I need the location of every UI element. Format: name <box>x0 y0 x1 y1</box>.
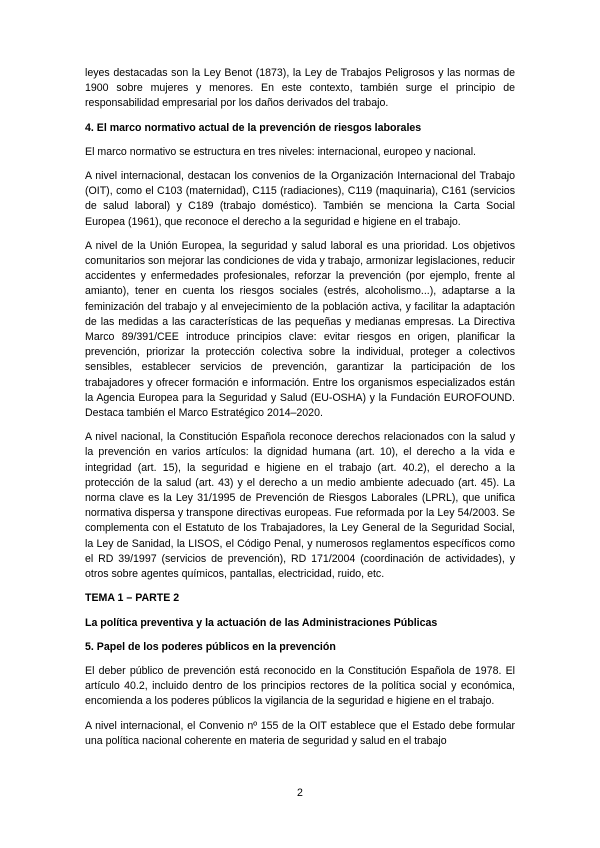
politica-heading: La política preventiva y la actuación de las Administraciones Públicas <box>85 616 438 629</box>
paragraph-oit: A nivel internacional, el Convenio nº 155 de la OIT establece que el Estado debe formular una política nacional coherente en materia de seguridad y salud en el trabajo <box>85 719 515 747</box>
paragraph-eu: A nivel de la Unión Europea, la seguridad y salud laboral es una prioridad. Los objetivos comunitarios son mejorar las condiciones de vida y trabajo, armonizar legislaciones, reducir accidentes y enfermedades profesionales, reforzar la prevención (por ejemplo, frente al amianto), tener en cuenta los riesgos sociales (estrés, alcoholismo...), adaptarse a la feminización del trabajo y al envejecimiento de la población activa, y facilitar la adaptación de las medidas a las características de las pequeñas y medianas empresas. La Directiva Marco 89/391/CEE introduce principios clave: evitar riesgos en origen, planificar la prevención, priorizar la protección colectiva sobre la individual, proteger a colectivos sensibles, establecer servicios de prevención, garantizar la participación de los trabajadores y ofrecer formación e información. Entre los organismos especializados están la Agencia Europea para la Seguridad y Salud (EU-OSHA) y la Fundación EUROFOUND. Destaca también el Marco Estratégico 2014–2020. <box>85 239 515 420</box>
section-4-heading: 4. El marco normativo actual de la prevención de riesgos laborales <box>85 121 422 134</box>
tema-heading: TEMA 1 – PARTE 2 <box>85 592 180 605</box>
document-body <box>85 66 515 758</box>
paragraph-intro: leyes destacadas son la Ley Benot (1873), la Ley de Trabajos Peligrosos y las normas de 1900 sobre mujeres y menores. En este contexto, también surge el principio de responsabilidad empresarial por los daños derivados del trabajo. <box>85 67 515 110</box>
paragraph-levels: El marco normativo se estructura en tres niveles: internacional, europeo y nacional. <box>85 145 476 158</box>
section-5-heading: 5. Papel de los poderes públicos en la prevención <box>85 640 336 653</box>
paragraph-national: A nivel nacional, la Constitución Española reconoce derechos relacionados con la salud y la prevención en varios artículos: la dignidad humana (art. 10), el derecho a la vida e integridad (art. 15), la seguridad e higiene en el trabajo (art. 40.2), el derecho a la protección de la salud (art. 43) y el derecho a un medio ambiente adecuado (art. 45). La norma clave es la Ley 31/1995 de Prevención de Riesgos Laborales (LPRL), que unifica normativa dispersa y transpone directivas europeas. Fue reformada por la Ley 54/2003. Se complementa con el Estatuto de los Trabajadores, la Ley General de la Seguridad Social, la Ley de Sanidad, la LISOS, el Código Penal, y numerosos reglamentos específicos como el RD 39/1997 (servicios de prevención), RD 171/2004 (coordinación de actividades), y otros sobre agentes químicos, pantallas, electricidad, ruido, etc. <box>85 431 515 581</box>
page-number: 2 <box>297 787 303 799</box>
paragraph-deber: El deber público de prevención está reconocido en la Constitución Española de 1978. El artículo 40.2, incluido dentro de los principios rectores de la política social y económica, encomienda a los poderes públicos la vigilancia de la seguridad e higiene en el trabajo. <box>85 664 515 708</box>
paragraph-international: A nivel internacional, destacan los convenios de la Organización Internacional del Trabajo (OIT), como el C103 (maternidad), C115 (radiaciones), C119 (maquinaria), C161 (servicios de salud laboral) y C189 (trabajo doméstico). También se menciona la Carta Social Europea (1961), que reconoce el derecho a la seguridad e higiene en el trabajo. <box>85 170 515 228</box>
